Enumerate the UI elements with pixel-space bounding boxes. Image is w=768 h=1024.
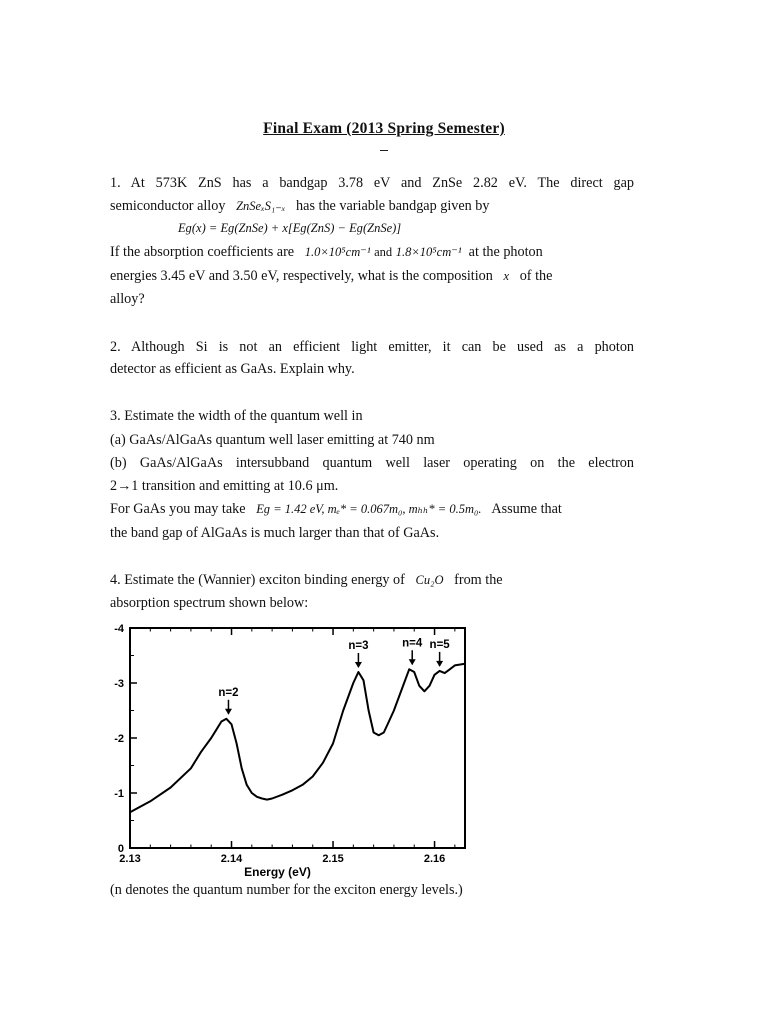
annotation-label: n=3: [348, 640, 369, 652]
q3-line-6: the band gap of AlGaAs is much larger than that of GaAs.: [110, 525, 440, 541]
q3-line-5-text-a: For GaAs you may take: [110, 501, 246, 517]
x-tick-label: 2.14: [220, 853, 243, 865]
composition-x: x: [503, 269, 510, 283]
q3-line-2: (a) GaAs/AlGaAs quantum well laser emitting at 740 nm: [110, 432, 435, 448]
alloy-formula: ZnSeₓS₁₋ₓ: [236, 199, 286, 213]
q3-line-4: 2→1 transition and emitting at 10.6 μm.: [110, 478, 339, 494]
spectrum-line: [130, 664, 465, 813]
exam-title: Final Exam (2013 Spring Semester): [263, 120, 505, 137]
annotation-arrow-head: [409, 659, 416, 665]
and-text: and: [374, 245, 393, 259]
divider-mark: [380, 150, 388, 151]
coefficient-1: 1.0×10⁵cm⁻¹: [304, 245, 371, 259]
x-axis-label: Energy (eV): [244, 865, 311, 879]
q2-line-1: 2. Although Si is not an efficient light emitter, it can be used as a photon: [110, 339, 634, 355]
q4-line-1-text-a: 4. Estimate the (Wannier) exciton binding energy of: [110, 572, 405, 588]
q1-line-5: alloy?: [110, 291, 145, 307]
y-tick-label: -4: [114, 623, 124, 635]
annotation-label: n=2: [218, 686, 239, 699]
cu2o-formula: Cu₂O: [415, 573, 444, 587]
q1-line-3: [110, 243, 634, 261]
annotation-arrow-head: [436, 661, 443, 667]
q3-line-5-text-b: Assume that: [491, 501, 562, 517]
q1-line-4: [110, 267, 634, 285]
q1-line-4-text-a: energies 3.45 eV and 3.50 eV, respectively, what is the composition: [110, 268, 493, 284]
q3-line-3: (b) GaAs/AlGaAs intersubband quantum well laser operating on the electron: [110, 455, 634, 471]
chart-svg: [100, 620, 480, 890]
gaas-parameters: Eɡ = 1.42 eV, mₑ* = 0.067m₀, mₕₕ* = 0.5m₀.: [256, 502, 482, 516]
coefficient-2: 1.8×10⁵cm⁻¹: [395, 245, 462, 259]
annotation-arrow-head: [355, 662, 362, 668]
q4-line-1-text-b: from the: [454, 572, 503, 588]
annotation-label: n=5: [429, 638, 450, 651]
q3-line-5: [110, 500, 634, 518]
x-tick-label: 2.13: [119, 853, 141, 865]
absorption-spectrum-chart: [100, 620, 480, 890]
chart-caption: (n denotes the quantum number for the exciton energy levels.): [110, 882, 463, 898]
q2-line-2: detector as efficient as GaAs. Explain why.: [110, 361, 355, 377]
q1-line-2-text-a: semiconductor alloy: [110, 198, 226, 214]
q3-line-1: 3. Estimate the width of the quantum well in: [110, 408, 363, 424]
y-tick-label: -2: [114, 733, 124, 745]
bandgap-equation: Eɡ(x) = Eɡ(ZnSe) + x[Eɡ(ZnS) − Eɡ(ZnSe)]: [178, 221, 402, 235]
annotation-label: n=4: [402, 637, 423, 650]
plot-frame: [130, 628, 465, 848]
q1-line-3-text-b: at the photon: [468, 244, 543, 260]
y-tick-label: -3: [114, 678, 124, 690]
y-tick-label: -1: [114, 788, 124, 800]
q1-line-4-text-b: of the: [519, 268, 553, 284]
y-tick-label: 0: [117, 843, 124, 855]
annotation-arrow-head: [225, 709, 232, 715]
x-tick-label: 2.15: [322, 853, 344, 865]
x-tick-label: 2.16: [423, 853, 446, 865]
q1-line-2: [110, 197, 634, 215]
q1-line-1: 1. At 573K ZnS has a bandgap 3.78 eV and ZnSe 2.82 eV. The direct gap: [110, 175, 634, 191]
q4-line-1: [110, 571, 634, 589]
q1-line-2-text-b: has the variable bandgap given by: [296, 198, 490, 214]
q1-line-3-text-a: If the absorption coefficients are: [110, 244, 295, 260]
q4-line-2: absorption spectrum shown below:: [110, 595, 309, 611]
